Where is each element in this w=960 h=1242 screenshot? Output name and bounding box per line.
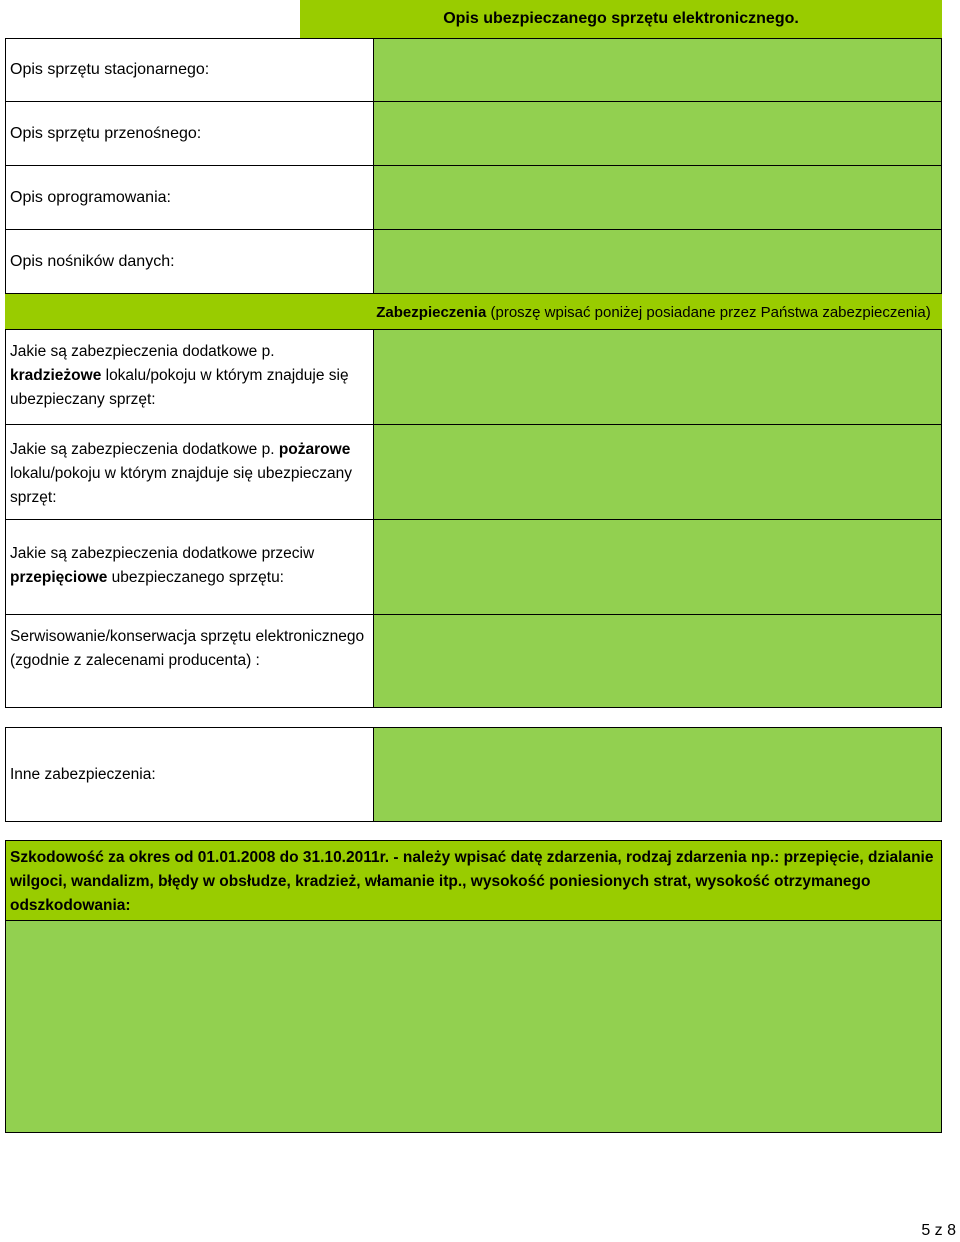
label-antitheft-security: Jakie są zabezpieczenia dodatkowe p. kradzieżowe lokalu/pokoju w którym znajduje się ubezpieczany sprzęt: <box>5 329 375 425</box>
claims-header: Szkodowość za okres od 01.01.2008 do 31.10.2011r. - należy wpisać datę zdarzenia, rodzaj zdarzenia np.: przepięcie, dzialanie wilgoci, wandalizm, błędy w obsłudze, kradzież, włamanie itp., wysokość poniesionych strat, wysokość otrzymanego odszkodowania: <box>10 849 934 914</box>
field-other-security[interactable] <box>373 727 942 822</box>
label-portable-equipment: Opis sprzętu przenośnego: <box>5 101 375 166</box>
field-stationary-equipment[interactable] <box>373 38 942 102</box>
label-data-media: Opis nośników danych: <box>5 229 375 294</box>
field-antitheft-security[interactable] <box>373 329 942 425</box>
page-number: 5 z 8 <box>921 1222 956 1239</box>
claims-header-bar <box>5 840 942 921</box>
label-other-security: Inne zabezpieczenia: <box>5 727 375 822</box>
label-software: Opis oprogramowania: <box>5 165 375 230</box>
form-title: Opis ubezpieczanego sprzętu elektronicznego. <box>443 10 799 27</box>
field-data-media[interactable] <box>373 229 942 294</box>
label-servicing: Serwisowanie/konserwacja sprzętu elektronicznego (zgodnie z zalecenami producenta) : <box>5 614 375 708</box>
field-software[interactable] <box>373 165 942 230</box>
label-surge-security: Jakie są zabezpieczenia dodatkowe przeciw przepięciowe ubezpieczanego sprzętu: <box>5 519 375 615</box>
security-header: Zabezpieczenia (proszę wpisać poniżej posiadane przez Państwa zabezpieczenia) <box>376 303 931 321</box>
form-title-bar <box>300 0 942 38</box>
field-portable-equipment[interactable] <box>373 101 942 166</box>
field-surge-security[interactable] <box>373 519 942 615</box>
label-stationary-equipment: Opis sprzętu stacjonarnego: <box>5 38 375 102</box>
label-fire-security: Jakie są zabezpieczenia dodatkowe p. pożarowe lokalu/pokoju w którym znajduje się ubezpieczany sprzęt: <box>5 424 375 520</box>
field-fire-security[interactable] <box>373 424 942 520</box>
field-claims-history[interactable] <box>5 920 942 1133</box>
security-header-bar <box>5 294 942 330</box>
field-servicing[interactable] <box>373 614 942 708</box>
